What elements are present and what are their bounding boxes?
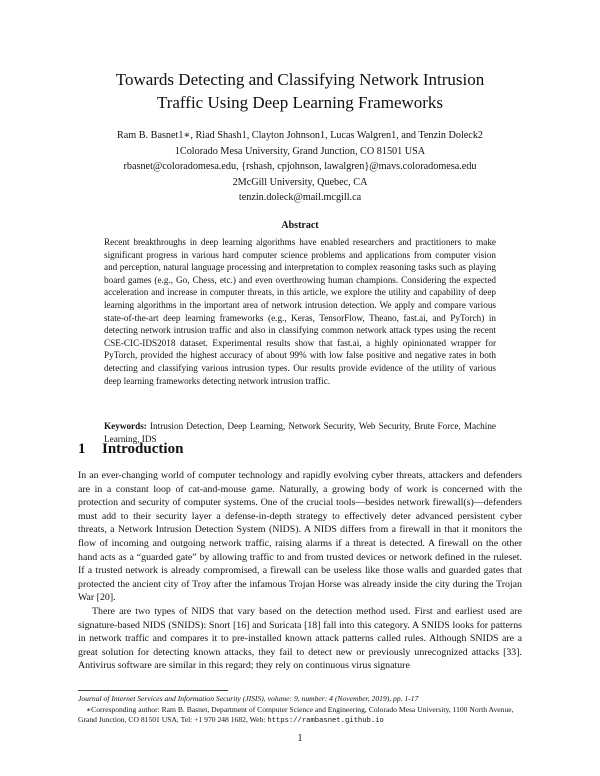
email-2: tenzin.doleck@mail.mcgill.ca	[238, 192, 362, 203]
intro-paragraph-1: In an ever-changing world of computer technology and rapidly evolving cyber threats, attackers and defenders are in a constant loop of cat-and-mouse game. Naturally, a growing body of work is concerned with the protection and security of computer systems. One of the crucial tools—besides network firewall(s)—defenders must add to their security layer a defense-in-depth strategy to effectively deter advanced persistent cyber threats, a Network Intrusion Detection System (NIDS). A NIDS differs from a firewall in that it monitors the flow of incoming and outgoing network traffic, raising alarms if a threat is detected. A firewall on the other hand acts as a “guarded gate” by allowing traffic to and from trusted devices or network defined in the ruleset. If a trusted network is already compromised, a firewall can be useless like those walls and guarded gates that protected the ancient city of Troy after the infamous Trojan Horse was already inside the city during the Trojan War [20].	[78, 470, 522, 604]
abstract-heading: Abstract	[281, 220, 319, 231]
affiliation-2: 2McGill University, Quebec, CA	[232, 176, 368, 188]
section-number: 1	[78, 441, 86, 457]
section-heading	[78, 441, 183, 458]
author-block	[60, 128, 540, 206]
author-website-link[interactable]: https://rambasnet.github.io	[267, 717, 384, 725]
footnotes	[78, 694, 522, 727]
page-number: 1	[297, 733, 303, 744]
abstract-text: Recent breakthroughs in deep learning algorithms have enabled researchers and practitioners to make significant progress in various hard computer science problems and applications from computer vision and perception, natural language processing and interpretation to complex reasoning tasks such as playing board games (e.g., Go, Chess, etc.) and even overthrowing human champions. Considering the expected acceleration and increase in computer threats, in this article, we explore the utility and capability of deep learning algorithms in the important area of network intrusion detection. We apply and compare various state-of-the-art deep learning frameworks (e.g., Keras, TensorFlow, Theano, fast.ai, and PyTorch) in detecting network intrusion traffic and also in classifying common network attack types using the recent CSE-CIC-IDS2018 dataset. Experimental results show that fast.ai, a highly opinionated wrapper for PyTorch, provided the highest accuracy of about 99% with low false positive and negative rates in both detecting and classifying various intrusion types. Our results provide evidence of the utility of various deep learning frameworks detecting network intrusion traffic.	[104, 237, 496, 386]
intro-paragraph-2: There are two types of NIDS that vary based on the detection method used. First and earliest used are signature-based NIDS (SNIDS): Snort [16] and Suricata [18] fall into this category. A SNIDS looks for patterns in network traffic and compares it to pre-installed known attack patterns called rules. Although SNIDS are a great solution for detecting known attacks, they fail to detect new or previously unrecognized attacks [33]. Antivirus software are similar in this regard; they rely on continuous virus signature	[78, 606, 522, 672]
author-names: Ram B. Basnet1∗, Riad Shash1, Clayton Johnson1, Lucas Walgren1, and Tenzin Doleck2	[116, 130, 484, 141]
section-title: Introduction	[102, 441, 184, 457]
corresponding-author-note	[78, 705, 522, 727]
corresponding-author-text: ∗Corresponding author: Ram B. Basnet, Department of Computer Science and Engineering, Colorado Mesa University, 1100 North Avenue, Grand Junction, CO 81501 USA, Tel: +1 970 248 1682, Web:	[78, 704, 514, 724]
paper-title	[60, 68, 540, 114]
title-line-1: Towards Detecting and Classifying Network Intrusion	[115, 70, 485, 89]
journal-citation: Journal of Internet Services and Information Security (JISIS), volume: 9, number: 4 (November, 2019), pp. 1-17	[78, 694, 419, 703]
affiliation-1: 1Colorado Mesa University, Grand Junction, CO 81501 USA	[174, 145, 426, 157]
keywords-label: Keywords:	[104, 421, 147, 431]
title-line-2: Traffic Using Deep Learning Frameworks	[156, 93, 444, 112]
keywords-text: Intrusion Detection, Deep Learning, Network Security, Web Security, Brute Force, Machine Learning, IDS	[104, 421, 496, 444]
footnote-rule	[78, 690, 228, 691]
emails-1: rbasnet@coloradomesa.edu, {rshash, cpjohnson, lawalgren}@mavs.coloradomesa.edu	[123, 161, 477, 172]
